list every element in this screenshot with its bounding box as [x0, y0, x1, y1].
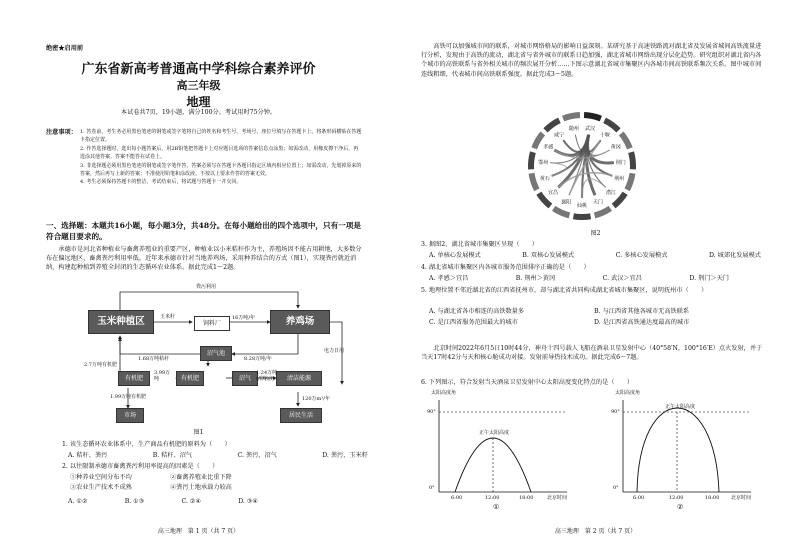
chart-a-plot — [427, 390, 577, 510]
market-box: 市场 — [116, 408, 144, 423]
chart-b-tick: 6:00 — [633, 495, 645, 501]
chart-b-y90: 90° — [611, 409, 620, 415]
section1-title: 一、选择题：本题共16小题，每小题3分，共48分。在每小题给出的四个选项中，只有一项是符合题目要求的。 — [46, 221, 361, 241]
notice-title: 注意事项： — [46, 129, 77, 136]
chord-city-label: 随州 — [568, 125, 579, 132]
q3-option: B. 双核心发展模式 — [522, 252, 575, 259]
page1-footer: 高三地理 第 1 页（共 7 页） — [157, 528, 240, 535]
q3-stem: 3. 据图2，湖北省城市集聚区呈现（ ） — [421, 241, 538, 248]
fertilizer-plant-box: 有机肥 — [176, 371, 204, 386]
chart-a-xlabel: 北京时间 — [547, 495, 568, 501]
q1-option: B. 秸秆、沼气 — [152, 452, 193, 459]
chord-city-label: 天门 — [592, 199, 603, 206]
chord-city-label: 宜昌 — [548, 190, 559, 197]
q1-stem: 1. 该生态循环农业体系中，生产商品有机肥的原料为（ ） — [62, 441, 231, 448]
org-fert-amount-label: 2.7万吨有机肥 — [84, 362, 117, 368]
sun-chart-b — [611, 390, 761, 520]
notice-item: 4. 考生必须保持答题卡的整洁，考试结束后，将试题与答题卡一并交回。 — [80, 179, 242, 186]
chart-a-note: 正午太阳高度 — [479, 430, 510, 436]
waste-use-label: 粪污利用 — [196, 284, 217, 290]
chord-arc — [603, 118, 620, 133]
sun-chart-a — [427, 390, 577, 520]
q5-stem: 5. 地理位置不邻近湖北省的江西省抚州市，却与湖北省共同构成湖北省城市集聚区，说明抚州市（ ） — [421, 287, 708, 294]
exam-title: 广东省新高考普通高中学科综合素养评价 — [81, 62, 316, 77]
dung-amount-label: 8.28万吨/年 — [244, 356, 272, 362]
chart-a-tick: 18:00 — [519, 495, 534, 501]
straw-amount-label: 1.68万吨秸秆 — [138, 356, 170, 362]
chord-diagram — [507, 100, 657, 232]
amount-124-label: 1.24万吨(浓缩液) — [256, 370, 278, 382]
q2-item: ①种养业空间分布不均 — [70, 474, 132, 481]
q2-item: ④粪污土地承载力较高 — [170, 484, 232, 491]
chart-a-ylabel: 太阳高度角 — [431, 390, 457, 396]
q1-option: A. 秸秆、粪污 — [68, 452, 108, 459]
figure2-caption: 图2 — [590, 230, 601, 237]
q2-item: ②畜禽养殖业比重下降 — [170, 474, 232, 481]
q4-stem: 4. 湖北省城市集聚区内各城市服务范围排序正确的是（ ） — [421, 264, 590, 271]
figure1-caption: 图1 — [193, 429, 204, 436]
q2-items — [70, 473, 270, 492]
grade-title: 高三年级 — [176, 79, 221, 92]
chord-city-label: 咸宁 — [554, 132, 565, 139]
chord-arc — [619, 132, 633, 150]
chord-city-label: 黄冈 — [610, 144, 621, 151]
chord-arc — [562, 112, 580, 121]
q6-stem: 6. 下列图示，符合发射当天酒泉卫星发射中心太阳高度变化特点的是（ ） — [421, 379, 634, 386]
chart-a-tick: 12:00 — [485, 495, 500, 501]
chord-arc — [543, 118, 560, 133]
feed-mill-box: 饲料厂 — [194, 316, 230, 331]
chord-city-label: 武汉 — [585, 125, 596, 132]
chord-city-label: 潜江 — [605, 190, 616, 197]
chicken-farm-box: 养鸡场 — [270, 310, 330, 334]
q3-option: C. 多核心发展模式 — [615, 252, 668, 259]
gas-amount-label: 120万m³/年 — [302, 396, 330, 402]
secret-label: 绝密★启用前 — [46, 45, 84, 52]
chord-city-label: 孝感 — [543, 144, 554, 151]
organic-fertilizer-box: 有机肥 — [118, 371, 150, 386]
chord-city-label: 荆门 — [615, 159, 626, 166]
chord-arc — [552, 206, 570, 218]
q5-option: D. 是江西省高铁通达度最高的城市 — [594, 319, 690, 326]
chord-city-label: 十堰 — [599, 132, 610, 139]
q2-option: A. ①② — [68, 498, 88, 505]
notice-item: 2. 作答选择题时，选出每小题答案后，用2B铅笔把答题卡上对应题目选项的答案信息点涂黑；如需改动，用橡皮擦干净后，再选涂其他答案。答案不能答在试卷上。 — [80, 145, 359, 161]
q4-option: A. 孝感＞宜昌 — [429, 275, 469, 282]
chord-arc — [529, 173, 540, 191]
corn-area-box: 玉米种植区 — [88, 310, 154, 334]
feed-amount-label: 16万吨/年 — [232, 315, 256, 321]
rail-intro: 高铁可以加强城市间的联系，对城市网络格局的影响日益深刻。某研究基于高速铁路流对湖北省及发展省城间高铁流量进行分析，发现由于高铁的流动，湖北省与省外城市的联系日趋加强，湖北省城市网络出现分层化趋势。研究组织对湖北省内各个城市的高铁联系与省外相关城市的频次展开分析……下图示意湖北省城市集聚区内各城市间高铁联系频次关系。图中城市间连线粗细，代表城市间高铁联系强度。据此完成3～5题。 — [421, 43, 762, 78]
corn-seed-label: 玉米籽 — [160, 314, 176, 320]
chart-a-mark: ① — [493, 503, 500, 511]
q3-options — [429, 251, 761, 260]
residents-box: 居民生活 — [280, 408, 322, 423]
figure2 — [507, 100, 657, 232]
q5-options — [429, 307, 759, 327]
notice-item: 3. 非选择题必须用黑色笔迹的钢笔或签字笔作答，答案必须写在答题卡各题目指定区域内相应位置上；如需改动，先划掉原来的答案，然后再写上新的答案；不准使用铅笔和涂改液。不按以上要求作答的答案无效。 — [80, 162, 362, 178]
amount-399-label: 3.99万吨 — [154, 370, 171, 382]
q3-option: A. 单核心发展模式 — [429, 252, 481, 259]
q4-option: B. 荆州＞黄冈 — [515, 275, 556, 282]
chord-arc — [594, 206, 612, 218]
chord-city-label: 襄阳 — [561, 199, 572, 206]
q5-option: B. 与江西省其他各城市无高铁联系 — [594, 308, 690, 315]
chart-b-y0: 0° — [613, 485, 619, 491]
page2-footer: 高三地理 第 2 页（共 7 页） — [554, 528, 637, 535]
chord-arc — [628, 151, 636, 169]
q2-stem: 2. 以往限制承德市畜禽粪污利用率提高的因素是（ ） — [62, 463, 219, 470]
chart-b-ylabel: 太阳高度角 — [615, 390, 641, 396]
q4-option: D. 荆门＞天门 — [689, 275, 729, 282]
chart-a-y0: 0° — [429, 485, 435, 491]
launch-intro: 北京时间2022年6月5日10时44分，神舟十四号载人飞船在酒泉卫星发射中心（40°58′N，100°16′E）点火发射，并于当天17时42分与天和核心舱成功对接。发射前导热技术成功。据此完成6～7题。 — [421, 345, 763, 361]
chord-city-label: 黄石 — [539, 176, 550, 183]
chord-city-label: 仙桃 — [576, 203, 588, 209]
exam-info: 本试卷共7页，19小题，满分100分。考试用时75分钟。 — [120, 109, 277, 116]
q3-option: D. 城郊化发展模式 — [708, 252, 761, 259]
notice-item: 1. 答卷前，考生务必用黑色笔迹的钢笔或签字笔将自己的姓名和考生号、考场号、座位号填写在答题卡上，将条形码横贴在答题卡指定位置。 — [80, 129, 362, 144]
chart-b-curve — [637, 408, 719, 492]
chart-a-tick: 6:00 — [451, 495, 463, 501]
chart-b-tick: 12:00 — [669, 495, 684, 501]
biogas-use-box: 沼气 — [232, 371, 258, 386]
chord-city-label: 荆州 — [614, 176, 625, 183]
chord-arc — [528, 151, 536, 169]
q1-option: D. 粪污、玉米籽 — [322, 452, 368, 459]
chart-b-note: 正午太阳高度 — [665, 404, 696, 410]
chord-arc — [624, 173, 635, 191]
q2-options — [68, 497, 258, 506]
q2-option: B. ①③ — [124, 498, 145, 505]
chart-a-y90: 90° — [427, 409, 436, 415]
q1-option: C. 粪污、沼气 — [237, 452, 277, 459]
q2-option: D. ③④ — [238, 498, 258, 505]
q2-item: ③农业生产技术不成熟 — [70, 484, 132, 491]
chart-b-mark: ② — [677, 503, 684, 511]
fert-sale-label: 1.99万吨有机肥 — [110, 394, 147, 400]
chart-b-xlabel: 北京时间 — [731, 495, 752, 501]
clean-energy-box: 清洁能源 — [276, 371, 322, 386]
chord-arc — [573, 213, 591, 220]
figure1 — [80, 284, 350, 430]
electric-label: 电力日用 — [324, 348, 345, 354]
biogas-pool-box: 沼气池 — [200, 346, 232, 361]
q5-option: A. 与湖北省各市相连的高铁数量多 — [429, 308, 525, 315]
chart-b-tick: 18:00 — [705, 495, 720, 501]
subject-title: 地理 — [186, 95, 211, 109]
q4-option: C. 武汉＞宜昌 — [602, 275, 642, 282]
q5-option: C. 是江西省服务范围最大的城市 — [429, 319, 518, 326]
q2-option: C. ②④ — [181, 498, 201, 505]
q4-options — [429, 274, 729, 283]
right-page — [397, 0, 794, 550]
chord-arc — [584, 112, 602, 121]
chord-city-label: 鄂州 — [538, 159, 549, 166]
q1-options — [68, 451, 368, 460]
notice-list — [80, 128, 362, 187]
intro-paragraph: 承德市是河北省种植业与畜禽养殖业的重要产区，种植业以小米秸秆作为主，养殖场因不能占用耕地，大多数分布在偏远地区，畜禽粪污利用率低。近年来承德市针对当地养鸡场，采用种养结合的方式（图1），实现粪污就近消纳，构建起种植到养殖全封闭的生态循环农业体系。据此完成1～2题。 — [46, 246, 362, 271]
